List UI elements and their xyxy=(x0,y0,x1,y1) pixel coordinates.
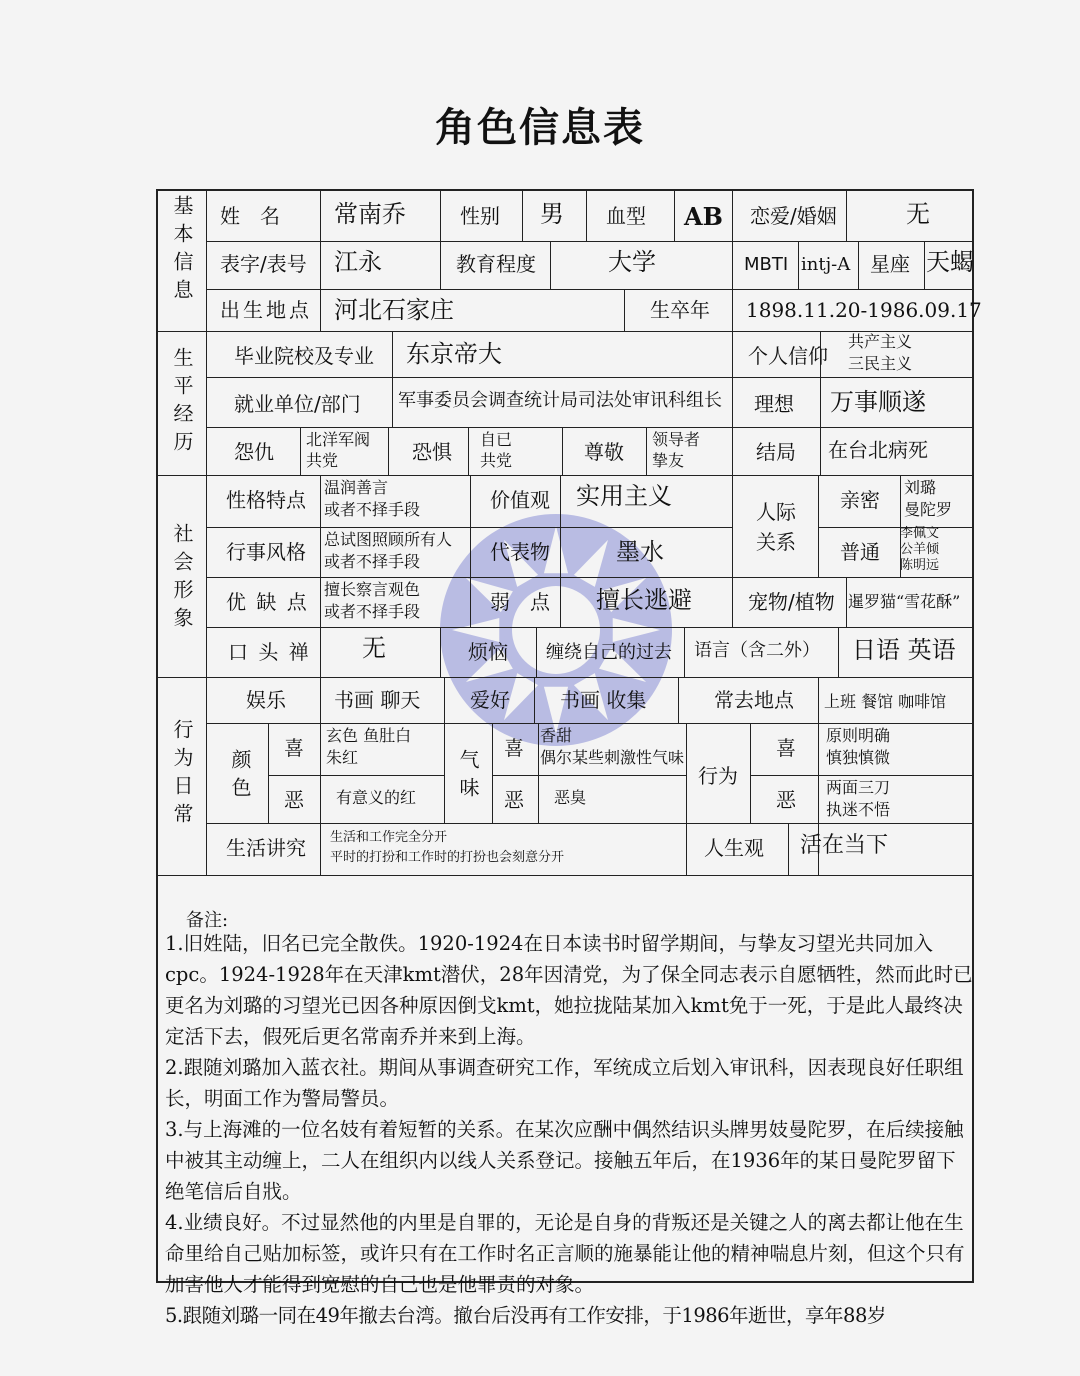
smell-dislike-label: 恶 xyxy=(504,788,524,812)
notes-label: 备注: xyxy=(186,910,229,931)
section-social-label: 社会形象 xyxy=(170,523,194,635)
values-label: 价值观 xyxy=(490,488,550,512)
birthplace-label: 出生地点 xyxy=(220,298,312,322)
fear-label: 恐惧 xyxy=(412,440,452,464)
gender-value: 男 xyxy=(540,200,564,228)
blood-label: 血型 xyxy=(606,204,646,228)
section-basic-label: 基本信息 xyxy=(170,195,194,307)
enemy-value-2: 共党 xyxy=(306,451,339,470)
note-3: 3.与上海滩的一位名妓有着短暂的关系。在某次应酬中偶然结识头牌男妓曼陀罗，在后续接触中被其主动缠上，二人在组织内以线人关系登记。接触五年后，在1936年的某日曼陀罗留下绝笔信后自戕。 xyxy=(165,1118,964,1203)
merit-label: 优 缺 点 xyxy=(226,590,309,614)
pet-value: 暹罗猫“雪花酥” xyxy=(848,592,961,611)
merit-value-2: 或者不择手段 xyxy=(324,602,421,621)
blood-value: AB xyxy=(684,202,723,231)
lifespan-value: 1898.11.20-1986.09.17 xyxy=(746,298,982,322)
courtesy-label: 表字/表号 xyxy=(220,252,307,276)
hobby-label: 爱好 xyxy=(470,688,510,712)
outlook-value: 活在当下 xyxy=(800,833,889,858)
gender-label: 性别 xyxy=(460,204,500,228)
marital-label: 恋爱/婚姻 xyxy=(750,204,837,228)
smell-like-label: 喜 xyxy=(504,736,524,760)
name-value: 常南乔 xyxy=(334,200,406,228)
weakness-value: 擅长逃避 xyxy=(596,586,692,614)
respect-label: 尊敬 xyxy=(584,440,624,464)
outlook-label: 人生观 xyxy=(704,836,764,860)
place-label: 常去地点 xyxy=(714,688,794,712)
name-label: 姓 名 xyxy=(220,204,280,228)
mbti-value: intj-A xyxy=(801,254,851,275)
smell-dislike-value: 恶臭 xyxy=(554,788,587,807)
hobby-value: 书画 收集 xyxy=(560,688,647,712)
ending-value: 在台北病死 xyxy=(828,438,928,462)
trait-value-2: 或者不择手段 xyxy=(324,500,421,519)
note-4: 4.业绩良好。不过显然他的内里是自罪的，无论是自身的背叛还是关键之人的离去都让他在生命里给自己贴加标签，或许只有在工作时名正言顺的施暴能让他的精神喘息片刻，但这个只有加害他人才能得到宽慰的自己也是他罪责的对象。 xyxy=(165,1211,965,1296)
language-value: 日语 英语 xyxy=(852,636,956,664)
act-dislike-label: 恶 xyxy=(776,788,796,812)
courtesy-value: 江永 xyxy=(334,248,382,276)
page-title: 角色信息表 xyxy=(435,105,645,151)
job-value: 军事委员会调查统计局司法处审讯科组长 xyxy=(398,390,722,411)
respect-value-1: 领导者 xyxy=(652,430,701,449)
entertainment-label: 娱乐 xyxy=(246,688,286,712)
trait-value-1: 温润善言 xyxy=(324,478,389,497)
normal-label: 普通 xyxy=(840,540,880,564)
relations-label-2: 关系 xyxy=(756,530,796,554)
normal-value-3: 陈明远 xyxy=(900,558,940,573)
ending-label: 结局 xyxy=(756,440,796,464)
color-like-value-2: 朱红 xyxy=(326,748,359,767)
zodiac-label: 星座 xyxy=(870,252,910,276)
act-like-value-2: 慎独慎微 xyxy=(826,748,891,767)
style-value-2: 或者不择手段 xyxy=(324,552,421,571)
lifespan-label: 生卒年 xyxy=(650,298,710,322)
respect-value-2: 挚友 xyxy=(652,451,685,470)
act-dislike-value-1: 两面三刀 xyxy=(826,778,891,797)
normal-value-2: 公羊倾 xyxy=(900,542,940,557)
symbol-value: 墨水 xyxy=(616,538,664,566)
fear-value-1: 自已 xyxy=(480,430,513,449)
notes-body xyxy=(165,928,975,1331)
enemy-value-1: 北洋军阀 xyxy=(306,430,371,449)
note-5: 5.跟随刘璐一同在49年撤去台湾。撤台后没再有工作安排，于1986年逝世，享年88岁 xyxy=(165,1304,886,1327)
birthplace-value: 河北石家庄 xyxy=(334,296,454,324)
enemy-label: 怨仇 xyxy=(234,440,274,464)
note-1: 1.旧姓陆，旧名已完全散佚。1920-1924在日本读书时留学期间，与挚友习望光共同加入cpc。1924-1928年在天津kmt潜伏，28年因清党，为了保全同志表示自愿牺牲，然而此时已更名为刘璐的习望光已因各种原因倒戈kmt，她拉拢陆某加入kmt免于一死，于是此人最终决定活下去，假死后更名常南乔并来到上海。 xyxy=(165,932,973,1048)
color-like-value-1: 玄色 鱼肚白 xyxy=(326,726,412,745)
mbti-label: MBTI xyxy=(744,254,789,275)
act-dislike-value-2: 执迷不悟 xyxy=(826,800,891,819)
color-label: 颜色 xyxy=(228,749,252,805)
entertainment-value: 书画 聊天 xyxy=(334,688,421,712)
weakness-label: 弱 点 xyxy=(490,590,550,614)
belief-value-1: 共产主义 xyxy=(848,332,913,351)
style-label: 行事风格 xyxy=(226,540,306,564)
pet-label: 宠物/植物 xyxy=(748,590,835,614)
language-label: 语言（含二外） xyxy=(694,640,820,661)
education-value: 大学 xyxy=(608,248,656,276)
close-value-2: 曼陀罗 xyxy=(904,500,953,519)
smell-label: 气味 xyxy=(456,749,480,805)
ideal-label: 理想 xyxy=(754,392,794,416)
section-daily-label: 行为日常 xyxy=(170,719,194,831)
trouble-value: 缠绕自己的过去 xyxy=(546,642,672,663)
style-value-1: 总试图照顾所有人 xyxy=(324,530,453,549)
catchphrase-label: 口 头 禅 xyxy=(228,640,311,664)
close-value-1: 刘璐 xyxy=(904,478,937,497)
place-value: 上班 餐馆 咖啡馆 xyxy=(824,692,947,711)
act-like-value-1: 原则明确 xyxy=(826,726,891,745)
job-label: 就业单位/部门 xyxy=(234,392,361,416)
act-like-label: 喜 xyxy=(776,736,796,760)
smell-like-value-1: 香甜 xyxy=(540,726,573,745)
school-label: 毕业院校及专业 xyxy=(234,344,374,368)
act-label: 行为 xyxy=(698,764,738,788)
smell-like-value-2: 偶尔某些刺激性气味 xyxy=(540,748,685,767)
habit-value-2: 平时的打扮和工作时的打扮也会刻意分开 xyxy=(330,850,565,865)
merit-value-1: 擅长察言观色 xyxy=(324,580,421,599)
normal-value-1: 李佩文 xyxy=(900,526,940,541)
note-2: 2.跟随刘璐加入蓝衣社。期间从事调查研究工作，军统成立后划入审讯科，因表现良好任职组长，明面工作为警局警员。 xyxy=(165,1056,964,1110)
habit-value-1: 生活和工作完全分开 xyxy=(330,830,448,845)
symbol-label: 代表物 xyxy=(490,540,550,564)
values-value: 实用主义 xyxy=(576,482,672,510)
belief-label: 个人信仰 xyxy=(748,344,828,368)
fear-value-2: 共党 xyxy=(480,451,513,470)
habit-label: 生活讲究 xyxy=(226,836,306,860)
color-dislike-value: 有意义的红 xyxy=(336,788,417,807)
close-label: 亲密 xyxy=(840,488,880,512)
trait-label: 性格特点 xyxy=(226,488,306,512)
trouble-label: 烦恼 xyxy=(468,640,508,664)
catchphrase-value: 无 xyxy=(362,634,386,662)
marital-value: 无 xyxy=(906,200,930,228)
ideal-value: 万事顺遂 xyxy=(830,388,926,416)
relations-label-1: 人际 xyxy=(756,500,796,524)
education-label: 教育程度 xyxy=(456,252,536,276)
zodiac-value: 天蝎 xyxy=(926,248,974,276)
belief-value-2: 三民主义 xyxy=(848,354,913,373)
color-like-label: 喜 xyxy=(284,736,304,760)
school-value: 东京帝大 xyxy=(406,340,502,368)
section-life-label: 生平经历 xyxy=(170,347,194,459)
color-dislike-label: 恶 xyxy=(284,788,304,812)
